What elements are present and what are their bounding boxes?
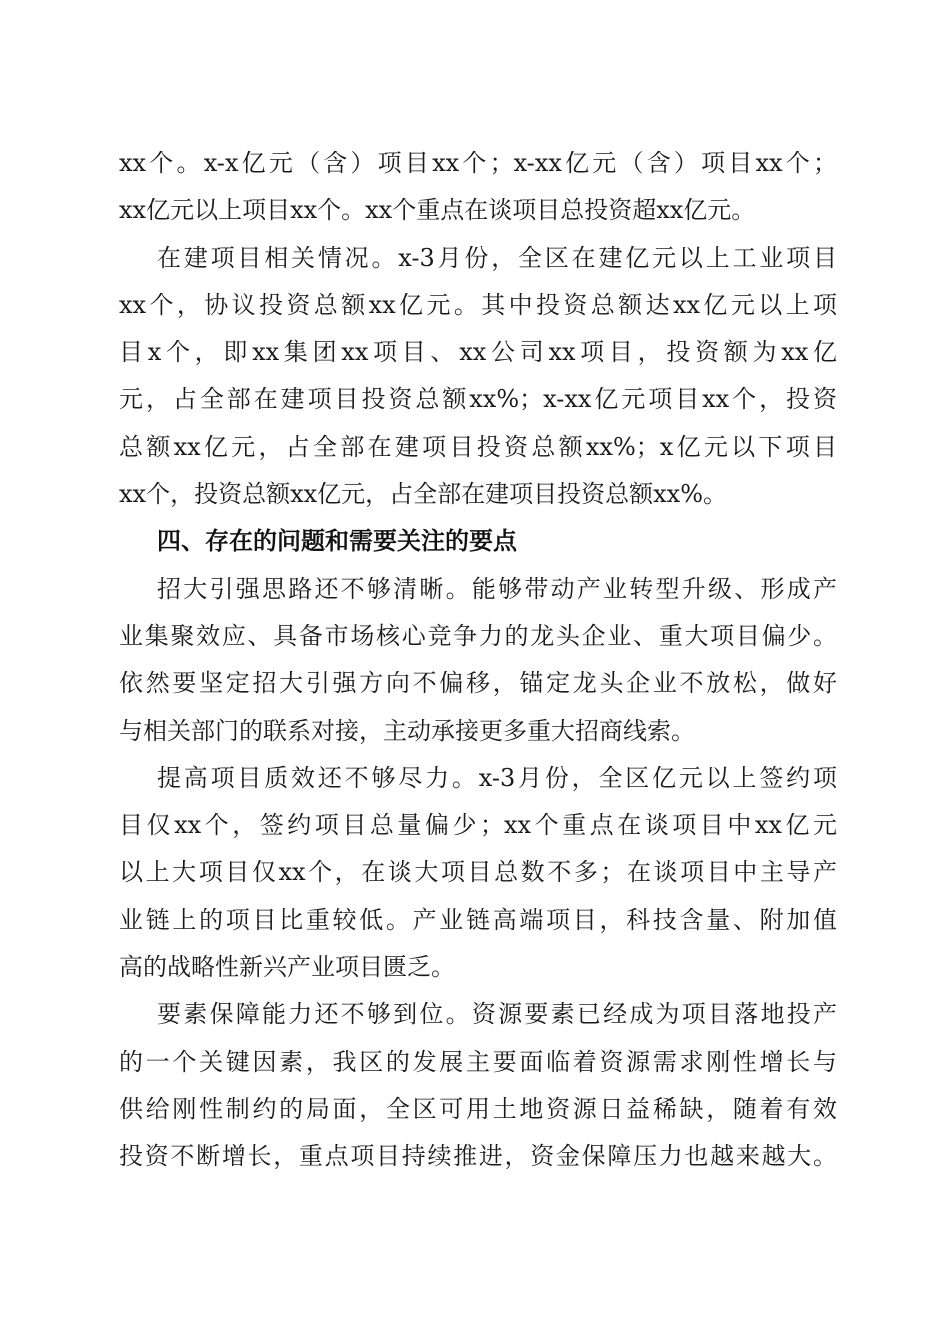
paragraph-line: 高的战略性新兴产业项目匮乏。 <box>119 953 455 982</box>
paragraph-line: 目x个，即xx集团xx项目、xx公司xx项目，投资额为xx亿 <box>119 338 837 367</box>
paragraph-line: 业集聚效应、具备市场核心竞争力的龙头企业、重大项目偏少。 <box>119 621 837 650</box>
paragraph-line: 以上大项目仅xx个，在谈大项目总数不多；在谈项目中主导产 <box>119 858 837 887</box>
paragraph-line: 业链上的项目比重较低。产业链高端项目，科技含量、附加值 <box>119 905 837 934</box>
paragraph-line: 目仅xx个，签约项目总量偏少；xx个重点在谈项目中xx亿元 <box>119 811 837 840</box>
paragraph-line: 招大引强思路还不够清晰。能够带动产业转型升级、形成产 <box>157 574 837 603</box>
paragraph-line: 总额xx亿元，占全部在建项目投资总额xx%；x亿元以下项目 <box>119 432 837 461</box>
paragraph-line: 与相关部门的联系对接，主动承接更多重大招商线索。 <box>119 716 695 745</box>
paragraph-line: 投资不断增长，重点项目持续推进，资金保障压力也越来越大。 <box>119 1142 837 1171</box>
paragraph-line: xx个，协议投资总额xx亿元。其中投资总额达xx亿元以上项 <box>119 290 837 319</box>
paragraph-line: 依然要坚定招大引强方向不偏移，锚定龙头企业不放松，做好 <box>119 669 837 698</box>
paragraph-line: 的一个关键因素，我区的发展主要面临着资源需求刚性增长与 <box>119 1047 837 1076</box>
document-body <box>119 140 837 1181</box>
paragraph-line: xx亿元以上项目xx个。xx个重点在谈项目总投资超xx亿元。 <box>119 196 756 225</box>
paragraph-line: 元，占全部在建项目投资总额xx%；x-xx亿元项目xx个，投资 <box>119 385 837 414</box>
paragraph-line: 在建项目相关情况。x-3月份，全区在建亿元以上工业项目 <box>157 243 837 272</box>
paragraph-line: 要素保障能力还不够到位。资源要素已经成为项目落地投产 <box>157 1000 837 1029</box>
paragraph-line: xx个。x-x亿元（含）项目xx个；x-xx亿元（含）项目xx个； <box>119 149 837 177</box>
paragraph-line: 供给刚性制约的局面，全区可用土地资源日益稀缺，随着有效 <box>119 1094 837 1123</box>
paragraph-line: xx个，投资总额xx亿元，占全部在建项目投资总额xx%。 <box>119 480 728 509</box>
section-heading: 四、存在的问题和需要关注的要点 <box>157 527 517 556</box>
paragraph-line: 提高项目质效还不够尽力。x-3月份，全区亿元以上签约项 <box>157 763 837 792</box>
